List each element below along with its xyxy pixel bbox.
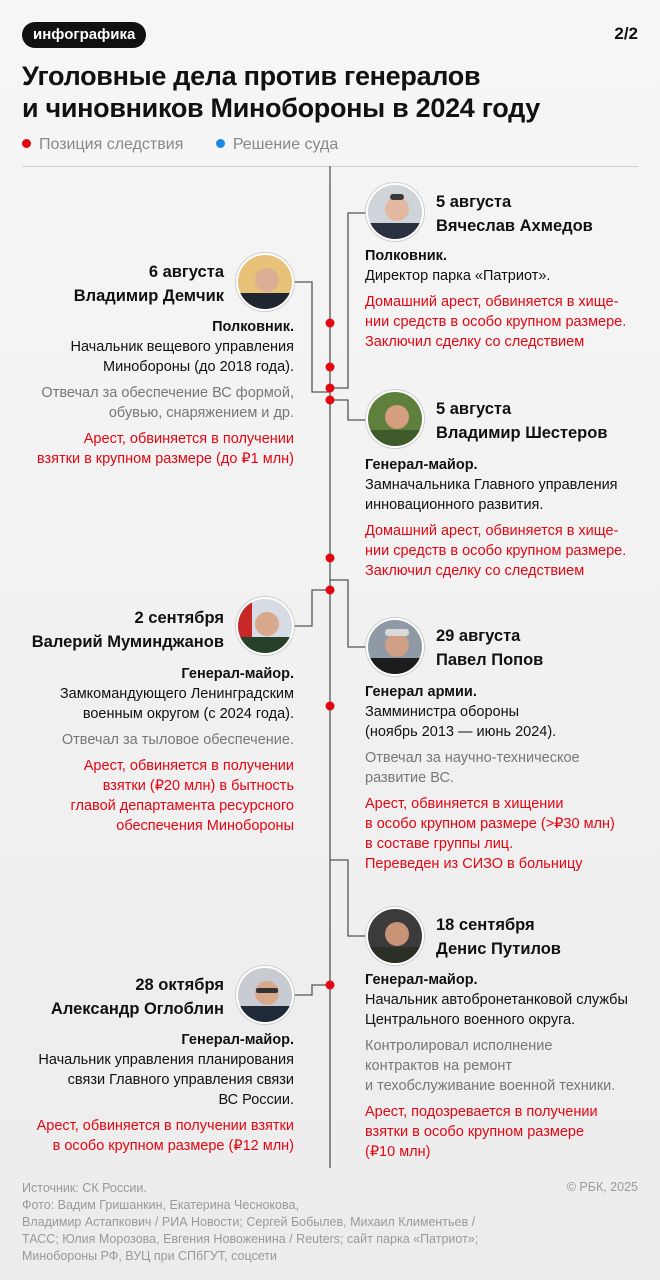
charge-line: Заключил сделку со следствием [365,563,585,579]
entry-note [4,383,294,423]
charge-line: в составе группы лиц. [365,836,514,852]
connector [294,985,330,995]
entry-name: Павел Попов [436,651,544,669]
photo-avatar [236,966,294,1024]
charge-line: Арест, обвиняется в получении [83,758,294,774]
entry-header [436,913,561,961]
event-dot [326,586,335,595]
entry-card [0,1030,294,1156]
position-line: Замминистра обороны [365,704,520,720]
position-line: Центрального военного округа. [365,1012,576,1028]
position-line: Замкомандующего Ленинградским [59,686,294,702]
note-line: и техобслуживание военной техники. [365,1078,616,1094]
entry-charge [365,1102,655,1162]
source-line: Минобороны РФ, ВУЦ при СПбГУТ, соцсети [22,1249,277,1263]
entry-date: 5 августа [436,400,512,418]
connector [294,590,330,626]
position-line: военным округом (с 2024 года). [82,706,294,722]
photo-avatar [366,907,424,965]
event-dot [326,554,335,563]
entry-charge [4,429,294,469]
event-dot [326,363,335,372]
entry-name: Валерий Муминджанов [31,633,224,651]
source-line: Фото: Вадим Гришанкин, Екатерина Чеснокова, [22,1198,299,1212]
position-line: (ноябрь 2013 — июнь 2024). [365,724,557,740]
entry-rank: Генерал-майор. [181,666,294,682]
entry-header [436,397,607,445]
entry-date: 6 августа [148,263,224,281]
connector [294,282,330,392]
connector [330,213,366,388]
note-line: обувью, снаряжением и др. [108,405,294,421]
photo-avatar [236,597,294,655]
title-line: и чиновников Минобороны в 2024 году [22,93,541,123]
entry-card [0,664,294,836]
charge-line: Заключил сделку со следствием [365,334,585,350]
entry-date: 28 октября [135,976,224,994]
photo-avatar [236,253,294,311]
position-line: ВС России. [218,1092,294,1108]
charge-line: в особо крупном размере (>₽30 млн) [365,816,615,832]
entry-date: 18 сентября [436,916,535,934]
entry-card [365,455,655,581]
charge-line: нии средств в особо крупном размере. [365,314,627,330]
entry-date: 29 августа [436,627,521,645]
entry-rank: Генерал-майор. [181,1032,294,1048]
entry-card [4,317,294,469]
entry-note [0,730,294,750]
entry-date: 5 августа [436,193,512,211]
charge-line: нии средств в особо крупном размере. [365,543,627,559]
page-number: 2/2 [614,24,638,43]
charge-line: Арест, обвиняется в получении взятки [36,1118,294,1134]
entry-name: Владимир Шестеров [436,424,608,442]
event-dot [326,319,335,328]
entry-position: Директор парка «Патриот». [365,268,551,284]
charge-line: в особо крупном размере (₽12 млн) [52,1138,294,1154]
entry-rank: Полковник. [365,248,447,264]
charge-line: взятки в крупном размере (до ₽1 млн) [36,451,294,467]
charge-line: Арест, обвиняется в получении [83,431,294,447]
copyright: © РБК, 2025 [566,1180,638,1194]
entry-header [32,606,224,654]
charge-line: обеспечения Минобороны [116,818,294,834]
entry-charge [0,1116,294,1156]
photo-avatar [366,390,424,448]
position-line: Начальник управления планирования [38,1052,294,1068]
note-line: развитие ВС. [365,770,454,786]
entry-header [436,624,543,672]
entry-card [365,246,655,352]
entry-date: 2 сентября [134,609,224,627]
charge-line: взятки (₽20 млн) в бытность [102,778,294,794]
entry-header [51,973,224,1021]
charge-line: Арест, обвиняется в хищении [365,796,564,812]
legend-label: Решение суда [232,136,339,153]
note-line: Отвечал за научно-техническое [365,750,580,766]
entry-rank: Генерал-майор. [365,457,478,473]
event-dot [326,981,335,990]
position-line: Минобороны (до 2018 года). [103,359,294,375]
entry-charge [365,292,655,352]
event-dot [326,396,335,405]
infographic-badge: инфографика [22,22,146,48]
entry-note [365,1036,655,1096]
entry-charge [365,794,655,874]
event-dot [326,702,335,711]
event-dot [326,384,335,393]
source-line: Источник: СК России. [22,1181,147,1195]
position-line: Замначальника Главного управления [365,477,618,493]
charge-line: (₽10 млн) [365,1144,431,1160]
entry-charge [0,756,294,836]
entry-name: Вячеслав Ахмедов [436,217,593,235]
entry-note [365,748,655,788]
connector [330,860,366,936]
entry-name: Александр Оглоблин [50,1000,224,1018]
note-line: Отвечал за обеспечение ВС формой, [41,385,294,401]
note-line: Отвечал за тыловое обеспечение. [61,732,294,748]
connector [330,580,366,647]
charge-line: Домашний арест, обвиняется в хище- [365,294,619,310]
source-line: ТАСС; Юлия Морозова, Евгения Новоженина / Reuters; сайт парка «Патриот»; [22,1232,479,1246]
connector [330,400,366,420]
charge-line: главой департамента ресурсного [70,798,294,814]
entry-header [74,260,224,308]
charge-line: Переведен из СИЗО в больницу [365,856,583,872]
entry-rank: Генерал армии. [365,684,477,700]
position-line: Начальник автобронетанковой службы [365,992,628,1008]
note-line: контрактов на ремонт [365,1058,513,1074]
title-line: Уголовные дела против генералов [22,61,481,91]
entry-name: Денис Путилов [436,940,561,958]
entry-charge [365,521,655,581]
entry-name: Владимир Демчик [73,287,224,305]
entry-card [365,970,655,1162]
charge-line: Домашний арест, обвиняется в хище- [365,523,619,539]
charge-line: Арест, подозревается в получении [365,1104,598,1120]
entry-card [365,682,655,874]
legend-label: Позиция следствия [39,136,184,153]
position-line: связи Главного управления связи [67,1072,294,1088]
charge-line: взятки в особо крупном размере [365,1124,585,1140]
source-line: Владимир Астапкович / РИА Новости; Сергей Бобылев, Михаил Климентьев / [22,1215,476,1229]
note-line: Контролировал исполнение [365,1038,553,1054]
position-line: Начальник вещевого управления [70,339,294,355]
photo-avatar [366,183,424,241]
position-line: инновационного развития. [365,497,544,513]
entry-rank: Полковник. [212,319,294,335]
photo-avatar [366,618,424,676]
footer-sources [22,1180,522,1265]
entry-rank: Генерал-майор. [365,972,478,988]
entry-header [436,190,593,238]
